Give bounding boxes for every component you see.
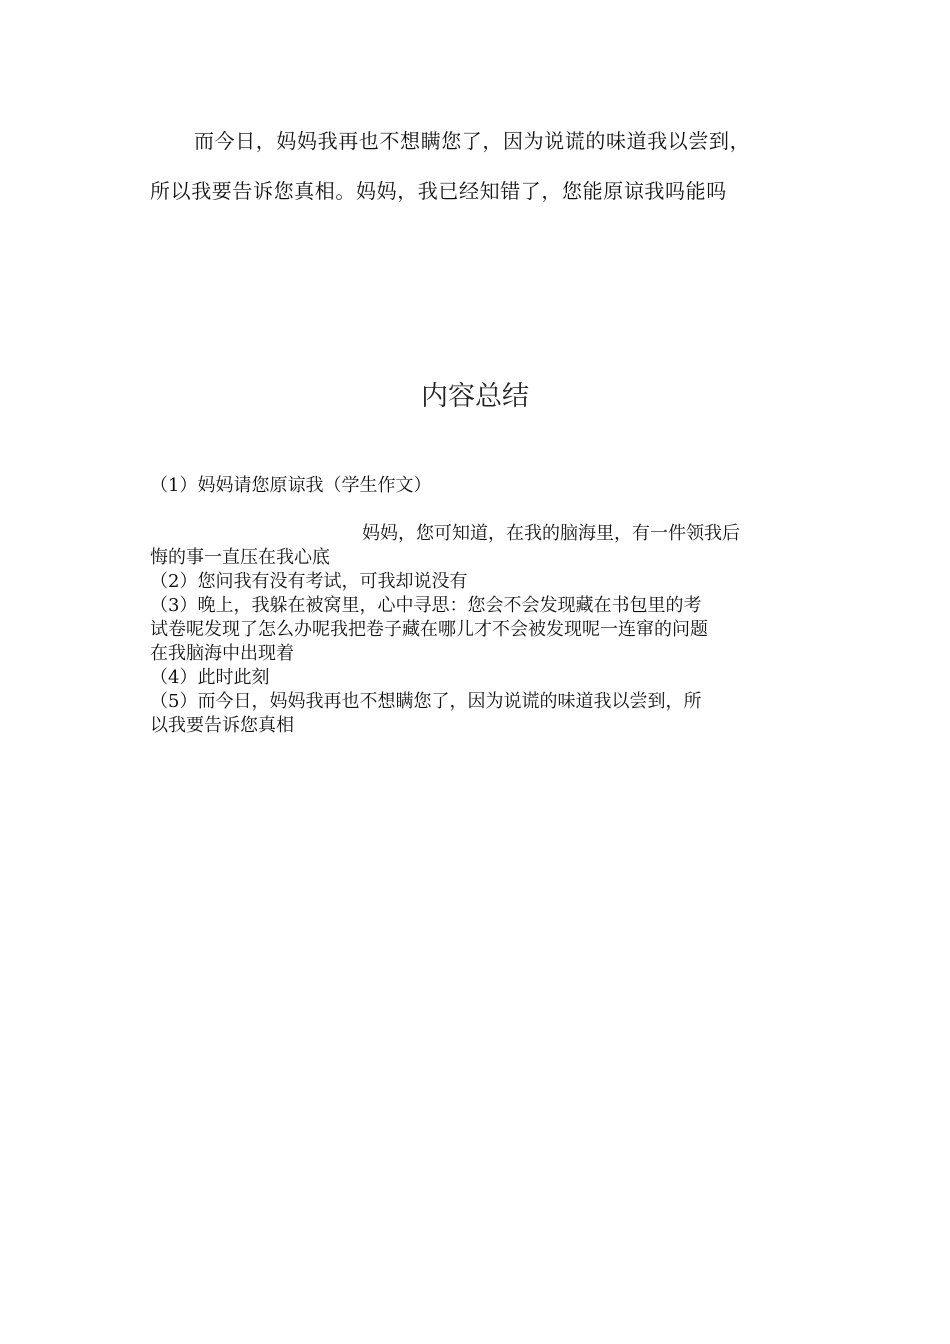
summary-item-5: （5）而今日，妈妈我再也不想瞒您了，因为说谎的味道我以尝到，所 [150, 691, 702, 712]
summary-item-3-cont-2: 在我脑海中出现着 [150, 643, 294, 664]
summary-item-4: （4）此时此刻 [150, 667, 270, 688]
summary-item-1-title: （1）妈妈请您原谅我（学生作文） [150, 475, 432, 496]
body-paragraph-line-1: 而今日，妈妈我再也不想瞒您了，因为说谎的味道我以尝到， [194, 129, 751, 153]
summary-item-2: （2）您问我有没有考试，可我却说没有 [150, 571, 468, 592]
summary-item-5-cont: 以我要告诉您真相 [150, 715, 294, 736]
body-paragraph-line-2: 所以我要告诉您真相。妈妈，我已经知错了，您能原谅我吗能吗 [150, 179, 727, 203]
summary-item-1-text-cont: 悔的事一直压在我心底 [150, 547, 330, 568]
summary-item-1-text: 妈妈，您可知道，在我的脑海里，有一件领我后 [362, 523, 740, 544]
summary-heading: 内容总结 [421, 381, 529, 412]
summary-item-3-cont-1: 试卷呢发现了怎么办呢我把卷子藏在哪儿才不会被发现呢一连窜的问题 [150, 619, 708, 640]
summary-item-3: （3）晚上，我躲在被窝里，心中寻思：您会不会发现藏在书包里的考 [150, 595, 702, 616]
summary-spacer [150, 498, 805, 522]
summary-list [150, 474, 805, 738]
